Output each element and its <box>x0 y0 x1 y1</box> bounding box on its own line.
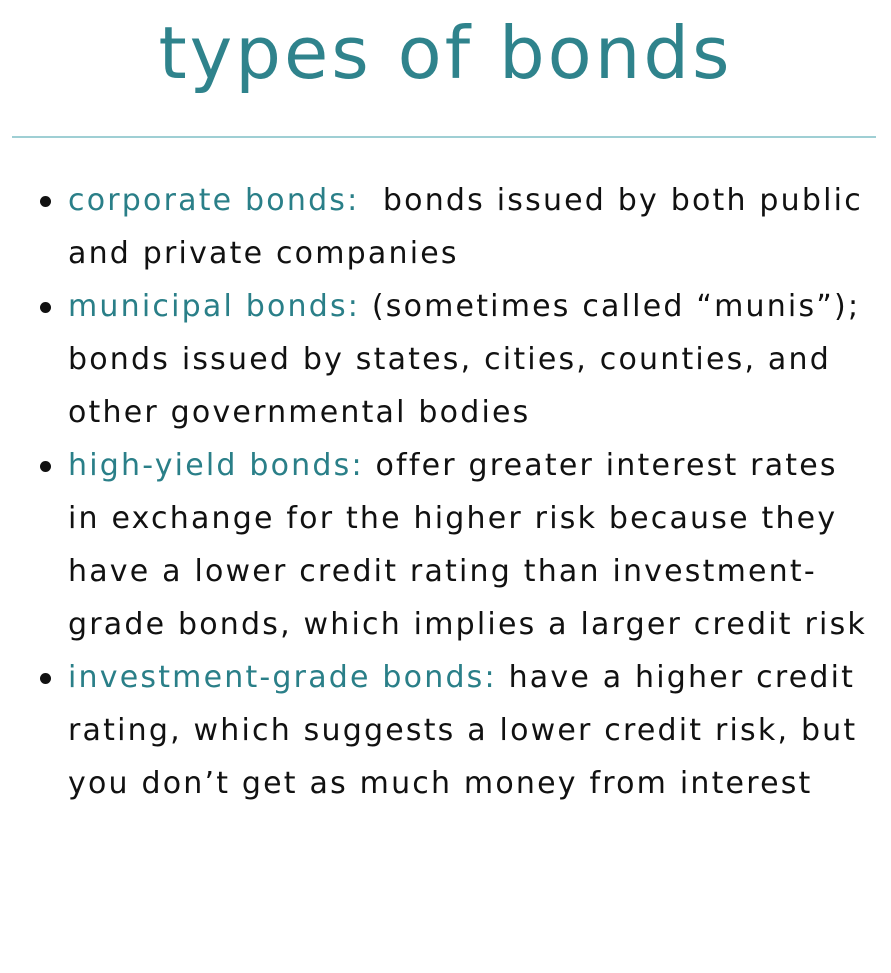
bullet-icon <box>40 461 51 472</box>
page-title: types of bonds <box>158 11 733 95</box>
term-label: corporate bonds: <box>68 183 360 218</box>
bullet-icon <box>40 302 51 313</box>
term-definition: (sometimes called “munis”); bonds issued by states, cities, counties, and other governmental bodies <box>68 289 861 430</box>
term-label: investment-grade bonds: <box>68 660 497 695</box>
term-label: high-yield bonds: <box>68 448 364 483</box>
list-item-investment-grade-bonds <box>68 651 868 810</box>
bullet-icon <box>40 196 51 207</box>
list-item-high-yield-bonds <box>68 439 868 651</box>
list-item-municipal-bonds <box>68 280 868 439</box>
bullet-icon <box>40 673 51 684</box>
term-label: municipal bonds: <box>68 289 361 324</box>
term-definition: have a higher credit rating, which suggests a lower credit risk, but you don’t get as much money from interest <box>68 660 858 801</box>
list-item-corporate-bonds <box>68 174 875 280</box>
term-definition: bonds issued by both public and private companies <box>68 183 875 271</box>
title-divider <box>12 136 876 138</box>
bond-types-list <box>68 174 875 810</box>
term-definition: offer greater interest rates in exchange for the higher risk because they have a lower credit rating than investment-grade bonds, which implies a larger credit risk <box>68 448 867 642</box>
